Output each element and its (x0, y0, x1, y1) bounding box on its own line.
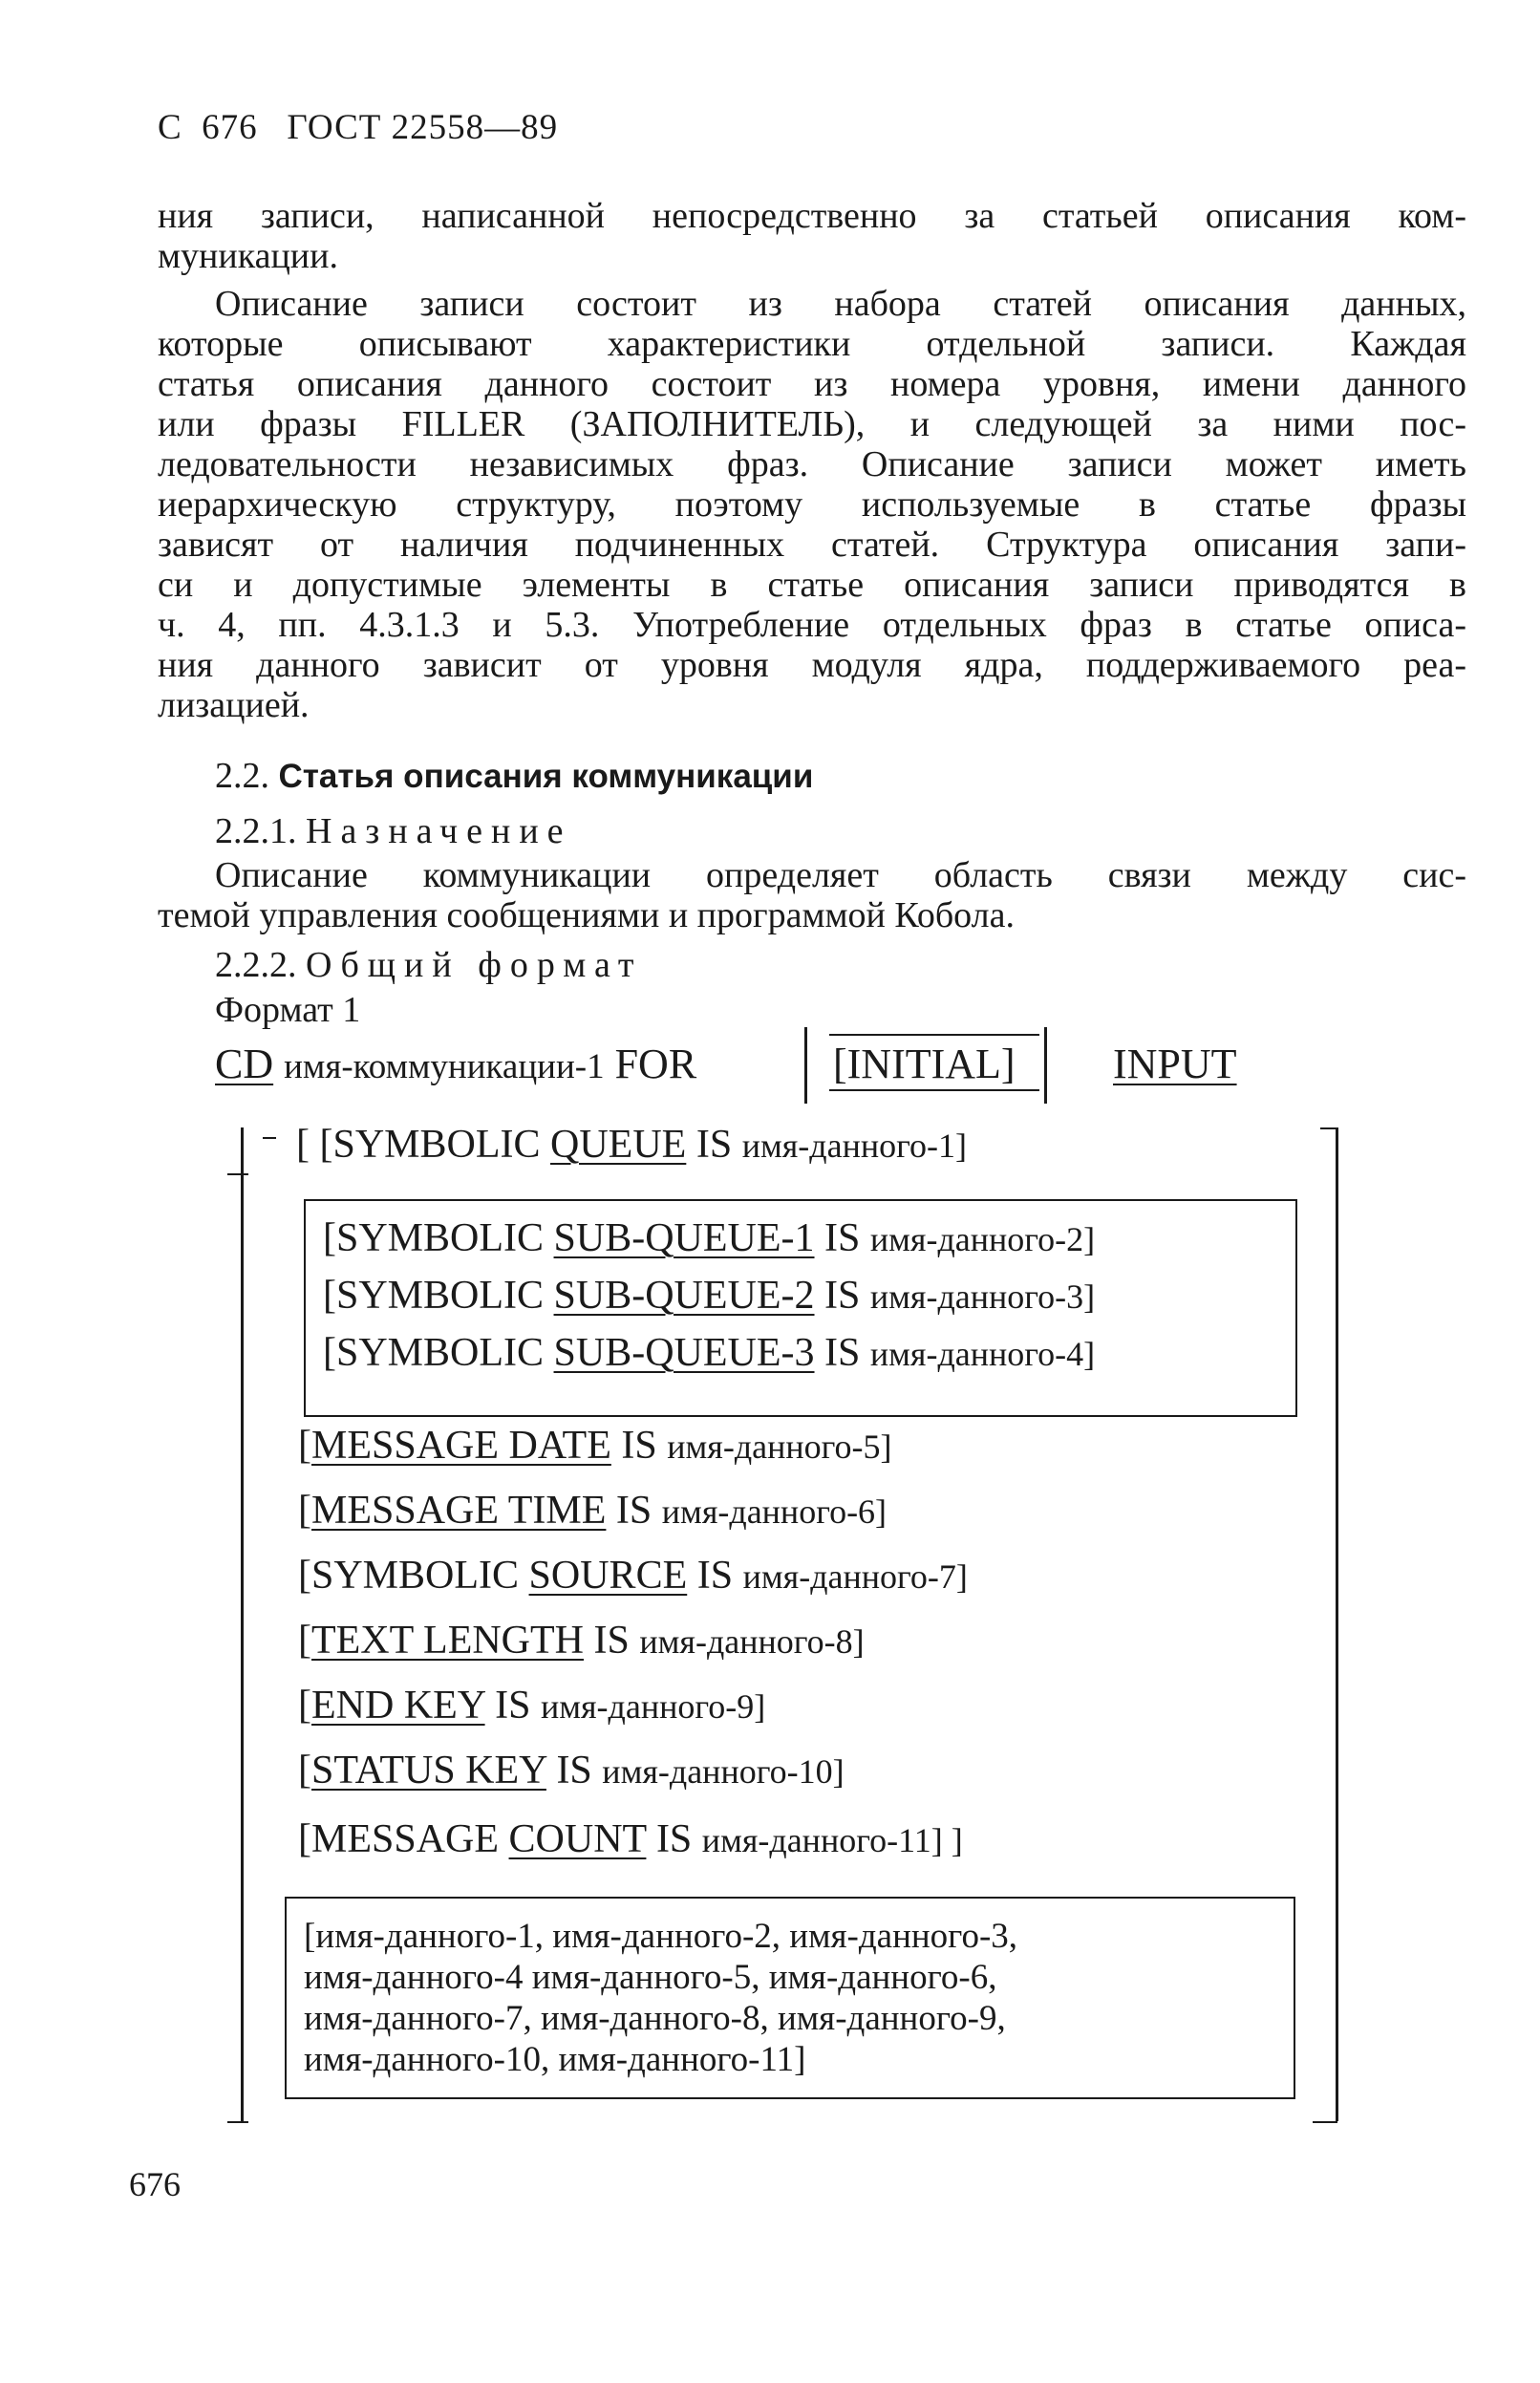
brace-bar-left (804, 1027, 807, 1104)
paragraph-purpose (158, 855, 1466, 935)
clause-keyword: COUNT (508, 1817, 647, 1861)
subqueue-clause (323, 1333, 1095, 1374)
clause-keyword: END KEY (311, 1684, 485, 1728)
outer-bracket-right-top-tick (1320, 1127, 1337, 1129)
clause-keyword: TEXT LENGTH (311, 1619, 584, 1663)
text-line: статья описания данного состоит из номера уровня, имени данного (158, 364, 1466, 404)
clause-is: IS (814, 1274, 870, 1318)
text-line: муникации. (158, 236, 338, 276)
text-length-clause (298, 1621, 865, 1662)
subsection-title: Назначение (306, 811, 572, 851)
clause-prefix: [SYMBOLIC (298, 1554, 529, 1598)
clause-prefix: [ (298, 1684, 311, 1728)
overline-initial (829, 1034, 1039, 1036)
text-line: которые описывают характеристики отдельной записи. Каждая (158, 324, 1466, 364)
clause-prefix: [MESSAGE (298, 1817, 509, 1861)
alt-box-bottom (285, 2097, 1295, 2099)
clause-name: имя-данного-5] (667, 1428, 892, 1466)
subsection-heading (215, 810, 572, 852)
clause-keyword: SOURCE (528, 1554, 688, 1598)
text-line: зависят от наличия подчиненных статей. Структура описания запи- (158, 525, 1466, 565)
text-line: Описание коммуникации определяет область связи между сис- (215, 855, 1466, 895)
clause-name: имя-данного-11] ] (701, 1821, 963, 1859)
alt-line: имя-данного-7, имя-данного-8, имя-данного-9, (304, 1999, 1006, 2038)
clause-keyword: MESSAGE DATE (311, 1424, 611, 1468)
alt-line: [имя-данного-1, имя-данного-2, имя-данного-3, (304, 1917, 1018, 1956)
outer-dash-left (263, 1137, 276, 1139)
status-key-clause (298, 1750, 845, 1792)
text-line: ния данного зависит от уровня модуля ядра, поддерживаемого реа- (158, 645, 1466, 685)
outer-bracket-left-bottom-tick (227, 2121, 248, 2123)
clause-name: имя-данного-7] (742, 1557, 968, 1596)
text-line: ледовательности независимых фраз. Описание записи может иметь (158, 444, 1466, 484)
clause-name: имя-данного-3] (869, 1277, 1096, 1316)
subqueue-box-top (304, 1199, 1297, 1201)
clause-keyword: SUB-QUEUE-3 (553, 1331, 815, 1375)
clause-is: IS (606, 1489, 662, 1533)
clause-name: имя-данного-9] (540, 1687, 766, 1726)
outer-bracket-right-bottom-tick (1313, 2121, 1337, 2123)
section-title: Статья описания коммуникации (278, 758, 814, 795)
brace-bar-right (1044, 1027, 1047, 1104)
text-line: ния записи, написанной непосредственно за статьей описания ком- (158, 196, 1466, 236)
clause-name: имя-данного-2] (869, 1220, 1096, 1258)
page-number: 676 (129, 2165, 181, 2203)
cd-name: имя-коммуникации-1 (284, 1047, 605, 1086)
outer-bracket-right (1336, 1127, 1338, 2121)
subsection-number: 2.2.1. (215, 811, 297, 851)
text-line: темой управления сообщениями и программой Кобола. (158, 895, 1016, 935)
text-line: си и допустимые элементы в статье описания записи приводятся в (158, 565, 1466, 605)
message-time-clause (298, 1491, 887, 1532)
subqueue-box-left (304, 1199, 306, 1417)
section-number: 2.2. (215, 756, 269, 796)
subsection-title: Общий формат (306, 945, 643, 985)
clause-name: имя-данного-8] (639, 1622, 865, 1661)
cd-line (215, 1041, 696, 1090)
section-heading (215, 755, 813, 797)
paragraph-record-description (158, 284, 1466, 725)
alt-line: имя-данного-10, имя-данного-11] (304, 2040, 806, 2079)
clause-is: IS (814, 1216, 870, 1260)
format-label: Формат 1 (215, 990, 361, 1030)
paragraph-continuation (158, 196, 1466, 276)
clause-is: IS (484, 1684, 541, 1728)
alt-box-top (285, 1897, 1295, 1899)
subsection-number: 2.2.2. (215, 945, 297, 985)
alt-box-left (285, 1897, 287, 2099)
clause-prefix: [ (298, 1489, 311, 1533)
symbolic-source-clause (298, 1556, 968, 1597)
clause-is: IS (610, 1424, 668, 1468)
text-line: лизацией. (158, 685, 310, 725)
clause-is: IS (687, 1554, 743, 1598)
alt-data-names (304, 1916, 1278, 2080)
clause-keyword: SUB-QUEUE-2 (553, 1274, 815, 1318)
input-text: INPUT (1113, 1041, 1237, 1087)
clause-is: IS (646, 1817, 702, 1861)
page-header: С 676 ГОСТ 22558—89 (158, 108, 559, 147)
cd-keyword: CD (215, 1041, 274, 1087)
text-line: ч. 4, пп. 4.3.1.3 и 5.3. Употребление отдельных фраз в статье описа- (158, 605, 1466, 645)
clause-name: имя-данного-10] (602, 1752, 845, 1791)
clause-name: имя-данного-1] (741, 1127, 967, 1165)
clause-prefix: [ [SYMBOLIC (296, 1123, 551, 1167)
clause-keyword: STATUS KEY (311, 1749, 546, 1793)
text-line: или фразы FILLER (ЗАПОЛНИТЕЛЬ), и следующей за ними пос- (158, 404, 1466, 444)
clause-is: IS (686, 1123, 742, 1167)
queue-clause (296, 1125, 967, 1166)
subsection-heading (215, 944, 643, 986)
clause-name: имя-данного-4] (869, 1335, 1096, 1373)
clause-prefix: [ (298, 1619, 311, 1663)
clause-keyword: MESSAGE TIME (311, 1489, 607, 1533)
alt-box-right (1294, 1897, 1295, 2099)
initial-keyword: [INITIAL] (833, 1041, 1016, 1087)
clause-is: IS (584, 1619, 640, 1663)
clause-prefix: [SYMBOLIC (323, 1216, 554, 1260)
outer-bracket-left (241, 1127, 244, 2121)
clause-prefix: [SYMBOLIC (323, 1331, 554, 1375)
text-line: Описание записи состоит из набора статей описания данных, (215, 284, 1466, 324)
clause-name: имя-данного-6] (661, 1492, 888, 1531)
subqueue-clause (323, 1276, 1095, 1317)
clause-keyword: QUEUE (550, 1123, 687, 1167)
clause-is: IS (545, 1749, 603, 1793)
clause-keyword: SUB-QUEUE-1 (553, 1216, 815, 1260)
clause-prefix: [SYMBOLIC (323, 1274, 554, 1318)
alt-line: имя-данного-4 имя-данного-5, имя-данного-6, (304, 1958, 997, 1997)
message-count-clause (298, 1819, 963, 1860)
underline-initial (829, 1089, 1039, 1091)
message-date-clause (298, 1426, 891, 1467)
subqueue-box-right (1295, 1199, 1297, 1417)
text-line: иерархическую структуру, поэтому используемые в статье фразы (158, 484, 1466, 525)
clause-is: IS (814, 1331, 870, 1375)
outer-bracket-left-top-tick (227, 1173, 248, 1175)
for-keyword: FOR (614, 1041, 697, 1087)
end-key-clause (298, 1685, 765, 1727)
clause-prefix: [ (298, 1749, 311, 1793)
subqueue-clause (323, 1218, 1095, 1259)
input-keyword (1113, 1041, 1237, 1087)
clause-prefix: [ (298, 1424, 311, 1468)
subqueue-box-bottom (304, 1415, 1297, 1417)
